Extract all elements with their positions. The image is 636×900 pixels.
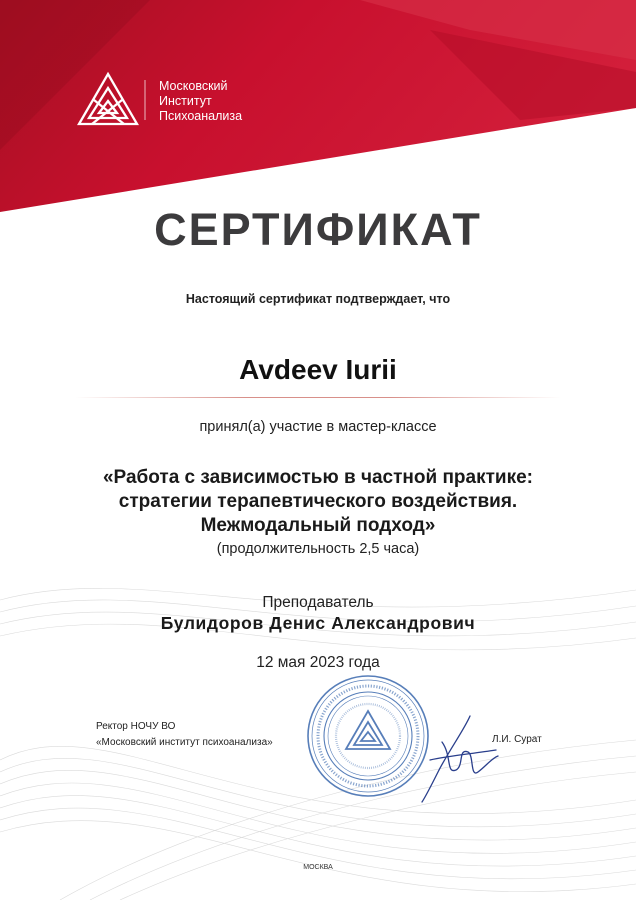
institute-name-line: Институт <box>159 94 212 108</box>
teacher-label: Преподаватель <box>262 594 374 611</box>
course-title-line: «Работа с зависимостью в частной практике: <box>102 467 534 488</box>
signature-mark <box>412 712 500 804</box>
course-duration: (продолжительность 2,5 часа) <box>216 541 420 557</box>
course-title-line: Межмодальный подход» <box>200 515 436 536</box>
teacher-name: Булидоров Денис Александрович <box>160 613 476 633</box>
name-underline <box>75 397 561 398</box>
stamp-logo-icon <box>346 711 390 749</box>
course-title <box>0 466 636 538</box>
institute-name <box>159 79 299 124</box>
city-label: МОСКВА <box>303 864 333 871</box>
institute-name-line: Психоанализа <box>159 109 243 123</box>
certificate-subtitle: Настоящий сертификат подтверждает, что <box>185 292 451 306</box>
institute-name-line: Московский <box>159 79 228 93</box>
course-title-line: стратегии терапевтического воздействия. <box>118 491 518 512</box>
rector-title <box>96 719 273 751</box>
certificate-title: СЕРТИФИКАТ <box>154 204 482 255</box>
rector-title-line: Ректор НОЧУ ВО <box>96 721 176 732</box>
recipient-name: Avdeev Iurii <box>239 354 397 385</box>
issue-date: 12 мая 2023 года <box>256 654 380 671</box>
participation-text: принял(а) участие в мастер-классе <box>199 419 437 435</box>
rector-title-line: «Московский институт психоанализа» <box>96 737 273 748</box>
signer-name: Л.И. Сурат <box>492 734 542 745</box>
